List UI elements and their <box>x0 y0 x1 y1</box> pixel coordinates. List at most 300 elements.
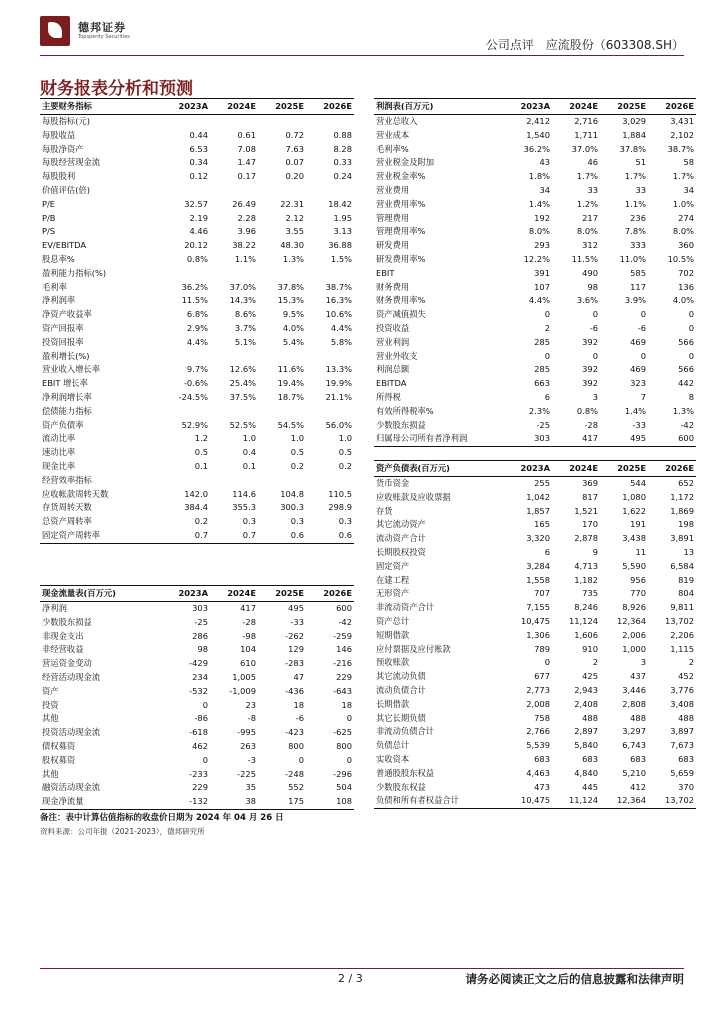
table-row <box>374 129 696 143</box>
cell-value: 2,006 <box>622 629 646 640</box>
table-row <box>40 129 354 143</box>
cell-value: 495 <box>600 432 648 446</box>
cell-value: 770 <box>630 588 646 599</box>
cell-value: 333 <box>630 240 646 251</box>
cell-value: 34 <box>683 184 694 195</box>
cell-value: 0.2 <box>338 460 352 471</box>
row-label: 无形资产 <box>376 588 410 599</box>
cell-value: 54.5% <box>277 419 304 430</box>
cell-value: 1.3% <box>282 253 304 264</box>
cell-value: 758 <box>534 712 550 723</box>
table-row <box>374 546 696 560</box>
cell-value: -6 <box>295 713 304 724</box>
table-row <box>374 615 696 629</box>
cell-value: 98 <box>587 281 598 292</box>
cell-value: -625 <box>333 727 352 738</box>
cell-value: 37.5% <box>229 391 256 402</box>
row-label: 其它流动负债 <box>376 671 426 682</box>
row-label: 速动比率 <box>42 447 76 458</box>
cell-value: 5.1% <box>234 336 256 347</box>
cell-value: 303 <box>192 603 208 613</box>
cell-value: -429 <box>189 658 208 669</box>
column-header: 2023A <box>504 461 552 477</box>
data-source: 资料来源：公司年报（2021-2023），德邦研究所 <box>40 827 205 836</box>
table-row <box>40 239 354 253</box>
table-row <box>40 391 354 405</box>
table-row <box>40 630 354 644</box>
cell-value: 2 <box>544 322 550 333</box>
column-header: 2024E <box>210 586 258 602</box>
cell-value: -233 <box>189 768 208 779</box>
cell-value: 5,840 <box>574 740 598 751</box>
row-label: 货币资金 <box>376 478 410 488</box>
cell-value: 1,182 <box>574 574 598 585</box>
cell-value: 0.5 <box>290 447 304 458</box>
cell-value: 285 <box>534 336 550 347</box>
cell-value: 11 <box>635 546 646 557</box>
cell-value: 236 <box>630 212 646 223</box>
table-row <box>374 505 696 519</box>
cell-value: 0.07 <box>285 157 304 168</box>
cell-value: 13 <box>683 546 694 557</box>
cell-value: 2,943 <box>574 684 598 695</box>
table-title: 主要财务指标 <box>40 99 162 115</box>
cell-value: 804 <box>678 588 694 599</box>
cell-value: 11.6% <box>277 364 304 375</box>
cell-value: 11,124 <box>568 615 598 626</box>
cell-value: 136 <box>678 281 694 292</box>
cell-value: 1,172 <box>670 491 694 502</box>
cell-value: 38.22 <box>232 240 256 251</box>
cell-value <box>258 474 306 488</box>
table-row <box>40 501 354 515</box>
cell-value: 170 <box>582 519 598 530</box>
table-row <box>374 225 696 239</box>
logo-name-cn: 德邦证券 <box>78 21 126 34</box>
cell-value: 6.8% <box>186 309 208 320</box>
cell-value: 473 <box>534 781 550 792</box>
cell-value: 702 <box>678 267 694 278</box>
row-label: EBITDA <box>376 378 407 389</box>
row-label: 非现金支出 <box>42 630 84 641</box>
cell-value: 1.0 <box>290 433 304 444</box>
cell-value: 229 <box>192 782 208 793</box>
cell-value: -28 <box>584 419 598 430</box>
cell-value: 8.0% <box>528 226 550 237</box>
cell-value: 142.0 <box>184 488 208 499</box>
cell-value: 391 <box>534 267 550 278</box>
cell-value: -24.5% <box>178 391 208 402</box>
cell-value: 37.0% <box>571 143 598 154</box>
row-label: 预收账款 <box>376 657 410 668</box>
table-row <box>40 336 354 350</box>
cell-value: 4,840 <box>574 767 598 778</box>
cell-value: 10.6% <box>325 309 352 320</box>
cell-value <box>210 267 258 281</box>
table-row <box>40 616 354 630</box>
cell-value: 7.63 <box>285 143 304 154</box>
cell-value: 0 <box>202 699 208 710</box>
cell-value: 3,431 <box>670 116 694 126</box>
table-row <box>40 768 354 782</box>
logo-mark-icon <box>40 16 70 46</box>
table-header-row <box>40 586 354 602</box>
cell-value: 1,558 <box>526 574 550 585</box>
table-row <box>40 781 354 795</box>
row-label: 研发费用 <box>376 240 410 251</box>
cell-value: 0.33 <box>333 157 352 168</box>
cell-value: 1.47 <box>237 157 256 168</box>
column-header: 2024E <box>552 99 600 115</box>
row-label: 每股净资产 <box>42 143 84 154</box>
table-row <box>40 405 354 419</box>
cell-value: 51 <box>635 157 646 168</box>
column-header: 2025E <box>258 586 306 602</box>
table-row <box>40 281 354 295</box>
row-label: 少数股东权益 <box>376 781 426 792</box>
table-row <box>374 753 696 767</box>
cell-value: 0 <box>544 657 550 668</box>
cell-value: 2,408 <box>574 698 598 709</box>
cell-value: 384.4 <box>184 502 208 513</box>
cell-value: 11.5% <box>181 295 208 306</box>
cell-value: 1,869 <box>670 505 694 516</box>
table-row <box>40 115 354 129</box>
row-label: 毛利率 <box>42 281 67 292</box>
cell-value: -33 <box>632 419 646 430</box>
row-label: 营业税金率% <box>376 171 426 182</box>
row-label: 其它流动资产 <box>376 519 426 530</box>
row-label: 财务费用 <box>376 281 410 292</box>
row-label: 研发费用率% <box>376 253 426 264</box>
table-row <box>40 795 354 809</box>
cell-value: 33 <box>587 184 598 195</box>
cell-value: 285 <box>534 364 550 375</box>
table-row <box>374 574 696 588</box>
cell-value: -216 <box>333 658 352 669</box>
cell-value: 0 <box>640 350 646 361</box>
table-row <box>40 212 354 226</box>
row-label: 流动资产合计 <box>376 533 426 544</box>
cell-value: 3,408 <box>670 698 694 709</box>
cell-value: 38 <box>210 795 258 809</box>
table-row <box>40 726 354 740</box>
cell-value: 0.5 <box>338 447 352 458</box>
cell-value: 5,590 <box>622 560 646 571</box>
cell-value: 0 <box>298 754 304 765</box>
row-label: 存货周转天数 <box>42 502 92 513</box>
cell-value: 0 <box>346 754 352 765</box>
cell-value: 1.2% <box>576 198 598 209</box>
cell-value: 360 <box>678 240 694 251</box>
cell-value: 1,000 <box>622 643 646 654</box>
row-label: 营运资金变动 <box>42 658 92 669</box>
cell-value: 104 <box>240 644 256 655</box>
cell-value: 1,005 <box>232 671 256 682</box>
cell-value: 0.88 <box>333 129 352 140</box>
table-row <box>40 685 354 699</box>
table-row <box>374 281 696 295</box>
cell-value: -3 <box>247 754 256 765</box>
cell-value: 18 <box>293 699 304 710</box>
cell-value: -98 <box>242 630 256 641</box>
cell-value: 58 <box>683 157 694 168</box>
cell-value: 18.7% <box>277 391 304 402</box>
cell-value: 12,364 <box>616 615 646 626</box>
cell-value: 0.44 <box>189 129 208 140</box>
cell-value: 4.4% <box>528 295 550 306</box>
cell-value: 1,521 <box>574 505 598 516</box>
table-row <box>374 491 696 505</box>
cell-value: 4.0% <box>282 322 304 333</box>
row-label: 有效所得税率% <box>376 405 434 416</box>
cell-value: 7,673 <box>670 740 694 751</box>
column-header: 2025E <box>258 99 306 115</box>
cell-value: 0.2 <box>194 516 208 527</box>
row-label: 营业成本 <box>376 129 410 140</box>
cell-value: 23 <box>245 699 256 710</box>
row-label: 其他 <box>42 768 59 779</box>
cell-value: 789 <box>534 643 550 654</box>
cell-value: -28 <box>242 616 256 627</box>
cell-value: 2.28 <box>237 212 256 223</box>
cell-value: 43 <box>539 157 550 168</box>
table-row <box>40 446 354 460</box>
cell-value: 7,155 <box>526 602 550 613</box>
legal-disclaimer: 请务必阅读正文之后的信息披露和法律声明 <box>465 972 684 986</box>
cell-value: 1,711 <box>574 129 598 140</box>
table-row <box>374 656 696 670</box>
cell-value <box>306 474 354 488</box>
cell-value: 37.8% <box>619 143 646 154</box>
cell-value: 4,463 <box>526 767 550 778</box>
row-label: 总资产周转率 <box>42 516 92 527</box>
cell-value: 0.24 <box>333 171 352 182</box>
cell-value <box>306 350 354 364</box>
cell-value: 104.8 <box>280 488 304 499</box>
cell-value: 5.4% <box>282 336 304 347</box>
cell-value: 3.96 <box>237 226 256 237</box>
cell-value: 566 <box>678 364 694 375</box>
column-header: 2026E <box>306 586 354 602</box>
cell-value: 2,897 <box>574 726 598 737</box>
row-label: 营业税金及附加 <box>376 157 435 168</box>
cell-value: 488 <box>582 712 598 723</box>
cell-value: 3.7% <box>234 322 256 333</box>
table-row <box>40 308 354 322</box>
row-label: 营业总收入 <box>376 116 418 126</box>
cell-value: 683 <box>630 753 646 764</box>
cell-value: -8 <box>247 713 256 724</box>
cell-value: 0.34 <box>189 157 208 168</box>
cell-value: 2 <box>592 657 598 668</box>
cell-value: 52.9% <box>181 419 208 430</box>
cell-value: -436 <box>285 685 304 696</box>
cell-value: 234 <box>192 671 208 682</box>
cell-value: 1.0 <box>242 433 256 444</box>
cell-value: 0 <box>688 350 694 361</box>
cell-value: 298.9 <box>328 502 352 513</box>
cell-value: 0.3 <box>338 516 352 527</box>
row-label: 净利润增长率 <box>42 391 92 402</box>
cell-value: 46 <box>587 157 598 168</box>
cell-value: 0.8% <box>576 405 598 416</box>
table-row <box>40 350 354 364</box>
cell-value: 52.5% <box>229 419 256 430</box>
cell-value: 0.1 <box>194 460 208 471</box>
cell-value: 35 <box>245 782 256 793</box>
row-label: 非经营收益 <box>42 644 84 655</box>
table-row <box>374 322 696 336</box>
cell-value <box>258 267 306 281</box>
cell-value: 683 <box>534 753 550 764</box>
table-header-row <box>40 99 354 115</box>
column-header: 2023A <box>162 99 210 115</box>
cell-value: 1,115 <box>670 643 694 654</box>
cell-value: 3,320 <box>526 533 550 544</box>
table-row <box>374 643 696 657</box>
cell-value: 442 <box>678 378 694 389</box>
cell-value: 800 <box>336 740 352 751</box>
cell-value: 3,297 <box>622 726 646 737</box>
table-row <box>374 156 696 170</box>
cell-value: 488 <box>630 712 646 723</box>
cell-value: 1.0 <box>338 433 352 444</box>
table-row <box>374 184 696 198</box>
cell-value: 3,891 <box>670 533 694 544</box>
row-label: 资产回报率 <box>42 322 84 333</box>
cell-value: 6,584 <box>670 560 694 571</box>
cell-value: 910 <box>582 643 598 654</box>
table-row <box>374 405 696 419</box>
cell-value: 0 <box>640 309 646 320</box>
row-label: 应收帐款周转天数 <box>42 488 109 499</box>
valuation-note: 备注：表中计算估值指标的收盘价日期为 2024 年 04 月 26 日 <box>40 813 284 823</box>
row-label: EV/EBITDA <box>42 240 87 251</box>
table-row <box>374 794 696 808</box>
column-header: 2024E <box>210 99 258 115</box>
cell-value: 3.9% <box>624 295 646 306</box>
cell-value: 3 <box>592 391 598 402</box>
cell-value <box>210 474 258 488</box>
column-header: 2024E <box>552 461 600 477</box>
section-title: 财务报表分析和预测 <box>40 79 193 99</box>
cell-value: 10,475 <box>520 615 550 626</box>
cell-value: 9 <box>592 546 598 557</box>
cell-value: 1.7% <box>672 171 694 182</box>
logo-name-en: Topsperity Securities <box>78 34 130 40</box>
row-label: 资产总计 <box>376 615 410 626</box>
cell-value: 2.9% <box>186 322 208 333</box>
table-row <box>40 488 354 502</box>
cell-value: 0.12 <box>189 171 208 182</box>
cell-value: 8.6% <box>234 309 256 320</box>
cell-value: 13,702 <box>648 794 696 808</box>
table-row <box>374 560 696 574</box>
cell-value: 488 <box>678 712 694 723</box>
cell-value: 26.49 <box>232 198 256 209</box>
header-divider <box>40 55 684 56</box>
column-header: 2023A <box>162 586 210 602</box>
cell-value: 2,773 <box>526 684 550 695</box>
cell-value: 0 <box>592 309 598 320</box>
cell-value: 6,743 <box>622 740 646 751</box>
cell-value: 19.4% <box>277 378 304 389</box>
cell-value: 56.0% <box>325 419 352 430</box>
table-row <box>374 239 696 253</box>
table-row <box>40 643 354 657</box>
row-label: 少数股东损益 <box>376 419 426 430</box>
cell-value: 369 <box>582 478 598 488</box>
row-label: P/E <box>42 198 56 209</box>
table-row <box>374 518 696 532</box>
row-label: 固定资产 <box>376 560 410 571</box>
table-row <box>374 587 696 601</box>
cell-value: 4,713 <box>574 560 598 571</box>
row-label: 营业费用率% <box>376 198 426 209</box>
cell-value: 2,102 <box>670 129 694 140</box>
row-label: 经营活动现金流 <box>42 671 101 682</box>
column-header: 2026E <box>648 461 696 477</box>
table-row <box>374 363 696 377</box>
table-row <box>374 739 696 753</box>
cell-value: 11.0% <box>619 253 646 264</box>
cell-value: 323 <box>630 378 646 389</box>
cell-value: -86 <box>194 713 208 724</box>
row-label: 盈利能力指标(%) <box>42 267 107 278</box>
row-label: P/S <box>42 226 56 237</box>
cell-value: 0 <box>688 322 694 333</box>
table-header-row <box>374 461 696 477</box>
cell-value: 5.8% <box>330 336 352 347</box>
table-row <box>374 419 696 433</box>
row-label: 少数股东损益 <box>42 616 92 627</box>
row-label: 盈利增长(%) <box>42 350 90 361</box>
row-label: 每股股利 <box>42 171 76 182</box>
table-row <box>40 377 354 391</box>
cell-value: 0 <box>544 350 550 361</box>
table-row <box>374 350 696 364</box>
cell-value: 1,042 <box>526 491 550 502</box>
row-label: 营业外收支 <box>376 350 418 361</box>
row-label: 净资产收益率 <box>42 309 92 320</box>
cell-value: 3.13 <box>333 226 352 237</box>
table-row <box>374 377 696 391</box>
cell-value: 5,539 <box>526 740 550 751</box>
table-row <box>374 532 696 546</box>
cell-value: 3,438 <box>622 533 646 544</box>
table-title: 利润表(百万元) <box>374 99 504 115</box>
cell-value: 544 <box>630 478 646 488</box>
cell-value: 1.5% <box>330 253 352 264</box>
cell-value: 0.6 <box>306 529 354 543</box>
cell-value: 32.57 <box>184 198 208 209</box>
row-label: P/B <box>42 212 56 223</box>
cell-value: 7 <box>640 391 646 402</box>
cell-value: 3,029 <box>622 116 646 126</box>
row-label: 营业利润 <box>376 336 410 347</box>
cell-value: 469 <box>630 364 646 375</box>
cell-value: 462 <box>192 740 208 751</box>
cell-value: 8.0% <box>672 226 694 237</box>
table-row <box>374 212 696 226</box>
cell-value: 956 <box>630 574 646 585</box>
cell-value: -25 <box>536 419 550 430</box>
cell-value: 15.3% <box>277 295 304 306</box>
cell-value: 1,622 <box>622 505 646 516</box>
table-header-row <box>374 99 696 115</box>
cell-value: 552 <box>288 782 304 793</box>
